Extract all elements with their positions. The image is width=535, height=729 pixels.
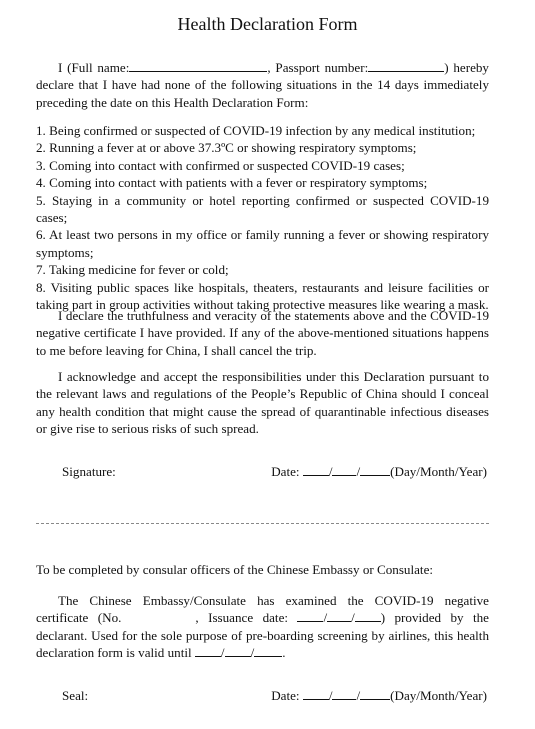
- seal-day-blank[interactable]: [303, 688, 329, 700]
- situation-item-1: 1. Being confirmed or suspected of COVID-19 infection by any medical institution;: [36, 123, 476, 138]
- consular-text-3: ) provided by the declarant. Used for the sole purpose of pre-boarding screening by airlines, this health declaration form is valid until: [36, 610, 489, 661]
- signature-month-blank[interactable]: [332, 464, 356, 476]
- issuance-day-blank[interactable]: [297, 610, 323, 622]
- signature-year-blank[interactable]: [360, 464, 390, 476]
- full-name-blank[interactable]: [129, 60, 267, 72]
- situation-item-2: 2. Running a fever at or above 37.3ºC or showing respiratory symptoms;: [36, 140, 417, 156]
- date-separator: /: [323, 610, 328, 626]
- consular-text-4: .: [282, 645, 286, 661]
- issuance-month-blank[interactable]: [327, 610, 351, 622]
- seal-label: Seal:: [62, 688, 89, 703]
- truthfulness-paragraph: I declare the truthfulness and veracity of the statements above and the COVID-19 negative certificate I have provided. If any of the above-mentioned situations happens to me before leaving for China, I shall cancel the trip.: [36, 308, 489, 358]
- situation-item-4: 4. Coming into contact with patients with a fever or respiratory symptoms;: [36, 175, 428, 191]
- passport-label: , Passport number:: [267, 60, 369, 75]
- valid-year-blank[interactable]: [254, 645, 282, 657]
- signature-day-blank[interactable]: [303, 464, 329, 476]
- situation-item-3: 3. Coming into contact with confirmed or suspected COVID-19 cases;: [36, 157, 405, 173]
- consular-text-2: , Issuance date:: [195, 610, 289, 626]
- seal-year-blank[interactable]: [360, 688, 390, 700]
- section-divider: [36, 523, 489, 524]
- acknowledge-paragraph: I acknowledge and accept the responsibilities under this Declaration pursuant to the relevant laws and regulations of the People’s Republic of China should I conceal any health condition that might cause the spread of quarantinable infectious diseases or give rise to serious risks of such spread.: [36, 369, 489, 437]
- signature-date: [271, 463, 487, 480]
- declaration-text: ) hereby declare that I have had none of the following situations in the 14 days immediately preceding the date on this Health Declaration Form:: [36, 60, 489, 110]
- seal-date: [271, 687, 487, 704]
- consular-paragraph: [36, 592, 489, 662]
- date-separator: /: [351, 610, 355, 626]
- date-separator: /: [220, 645, 225, 661]
- full-name-label: I (Full name:: [58, 60, 130, 75]
- signature-label: Signature:: [62, 464, 116, 479]
- signature-date-label: Date:: [271, 464, 300, 479]
- situation-item-6: 6. At least two persons in my office or family running a fever or showing respiratory symptoms;: [36, 227, 489, 260]
- valid-day-blank[interactable]: [195, 645, 221, 657]
- date-separator: /: [328, 688, 333, 703]
- seal-month-blank[interactable]: [332, 688, 356, 700]
- consular-text-1: The Chinese Embassy/Consulate has examined the COVID-19 negative certificate (No.: [36, 593, 489, 626]
- date-separator: /: [250, 645, 255, 661]
- declaration-paragraph: [36, 59, 489, 111]
- form-title: Health Declaration Form: [177, 14, 358, 34]
- valid-month-blank[interactable]: [225, 645, 251, 657]
- passport-number-blank[interactable]: [368, 60, 444, 72]
- date-separator: /: [328, 464, 333, 479]
- situation-item-5: 5. Staying in a community or hotel reporting confirmed or suspected COVID-19 cases;: [36, 192, 489, 226]
- situation-item-7: 7. Taking medicine for fever or cold;: [36, 262, 229, 278]
- consular-heading: To be completed by consular officers of the Chinese Embassy or Consulate:: [36, 562, 434, 577]
- seal-date-label: Date:: [271, 688, 300, 703]
- situation-item-8: 8. Visiting public spaces like hospitals, theaters, restaurants and leisure facilities or taking part in group activities without taking protective measures like wearing a mask.: [36, 279, 489, 313]
- seal-date-format: (Day/Month/Year): [390, 688, 487, 703]
- issuance-year-blank[interactable]: [355, 610, 381, 622]
- date-separator: /: [356, 688, 361, 703]
- situations-list: [36, 122, 489, 313]
- date-separator: /: [356, 464, 361, 479]
- signature-date-format: (Day/Month/Year): [390, 464, 487, 479]
